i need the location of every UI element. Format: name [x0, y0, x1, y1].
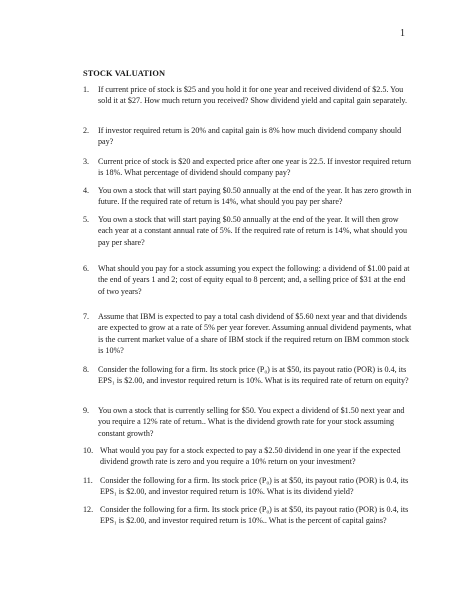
question-number: 3. [83, 157, 90, 166]
document-title: STOCK VALUATION [83, 69, 166, 78]
question-item [83, 84, 413, 107]
question-number: 8. [83, 365, 90, 374]
question-item [83, 504, 413, 527]
question-number: 7. [83, 312, 90, 321]
page-number: 1 [400, 28, 405, 39]
question-text: Current price of stock is $20 and expected price after one year is 22.5. If investor required return is 18%. What percentage of dividend should company pay? [98, 157, 412, 178]
question-text: Consider the following for a firm. Its stock price (P₀) is at $50, its payout ratio (POR) is 0.4, its EPS₁ is $2.00, and investor required return is 10%. What is its required rate of return on equity? [98, 365, 409, 386]
question-item [83, 364, 413, 387]
question-text: You own a stock that will start paying $0.50 annually at the end of the year. It has zero growth in future. If the required rate of return is 14%, what should you pay per share? [98, 186, 412, 207]
question-item [83, 125, 413, 148]
question-item [83, 475, 413, 498]
question-text: You own a stock that is currently selling for $50. You expect a dividend of $1.50 next year and you require a 12% rate of return.. What is the dividend growth rate for your stock assuming constant growth? [98, 406, 405, 438]
question-text: Consider the following for a firm. Its stock price (P₀) is at $50, its payout ratio (POR) is 0.4, its EPS₁ is $2.00, and investor required return is 10%.. What is the percent of capital gains? [100, 505, 409, 526]
question-item [83, 405, 413, 439]
question-text: Assume that IBM is expected to pay a total cash dividend of $5.60 next year and that dividends are expected to grow at a rate of 5% per year forever. Assuming annual dividend payments, what is the current market value of a share of IBM stock if the required return on IBM common stock is 10%? [98, 312, 412, 356]
question-item [83, 311, 413, 357]
question-number: 6. [83, 264, 90, 273]
question-number: 12. [83, 505, 94, 514]
question-text: If investor required return is 20% and capital gain is 8% how much dividend company should pay? [98, 126, 402, 147]
question-text: What should you pay for a stock assuming you expect the following: a dividend of $1.00 paid at the end of years 1 and 2; cost of equity equal to 8 percent; and, a selling price of $31 at the end of two years? [98, 264, 410, 296]
question-number: 4. [83, 186, 90, 195]
question-item [83, 185, 413, 208]
question-text: Consider the following for a firm. Its stock price (P₀) is at $50, its payout ratio (POR) is 0.4, its EPS₁ is $2.00, and investor required return is 10%. What is its dividend yield? [100, 476, 409, 497]
question-text: If current price of stock is $25 and you hold it for one year and received dividend of $2.5. You sold it at $27. How much return you received? Show dividend yield and capital gain separately. [98, 85, 407, 106]
question-number: 11. [83, 476, 93, 485]
question-number: 1. [83, 85, 90, 94]
question-item [83, 156, 413, 179]
question-item [83, 214, 413, 248]
question-number: 9. [83, 406, 90, 415]
question-number: 5. [83, 215, 90, 224]
question-item [83, 263, 413, 297]
question-text: What would you pay for a stock expected to pay a $2.50 dividend in one year if the expected dividend growth rate is zero and you require a 10% return on your investment? [100, 446, 401, 467]
question-item [83, 445, 413, 468]
question-number: 10. [83, 446, 94, 455]
question-text: You own a stock that will start paying $0.50 annually at the end of the year. It will then grow each year at a constant annual rate of 5%. If the required rate of return is 14%, what should you pay per share? [98, 215, 408, 247]
question-number: 2. [83, 126, 90, 135]
